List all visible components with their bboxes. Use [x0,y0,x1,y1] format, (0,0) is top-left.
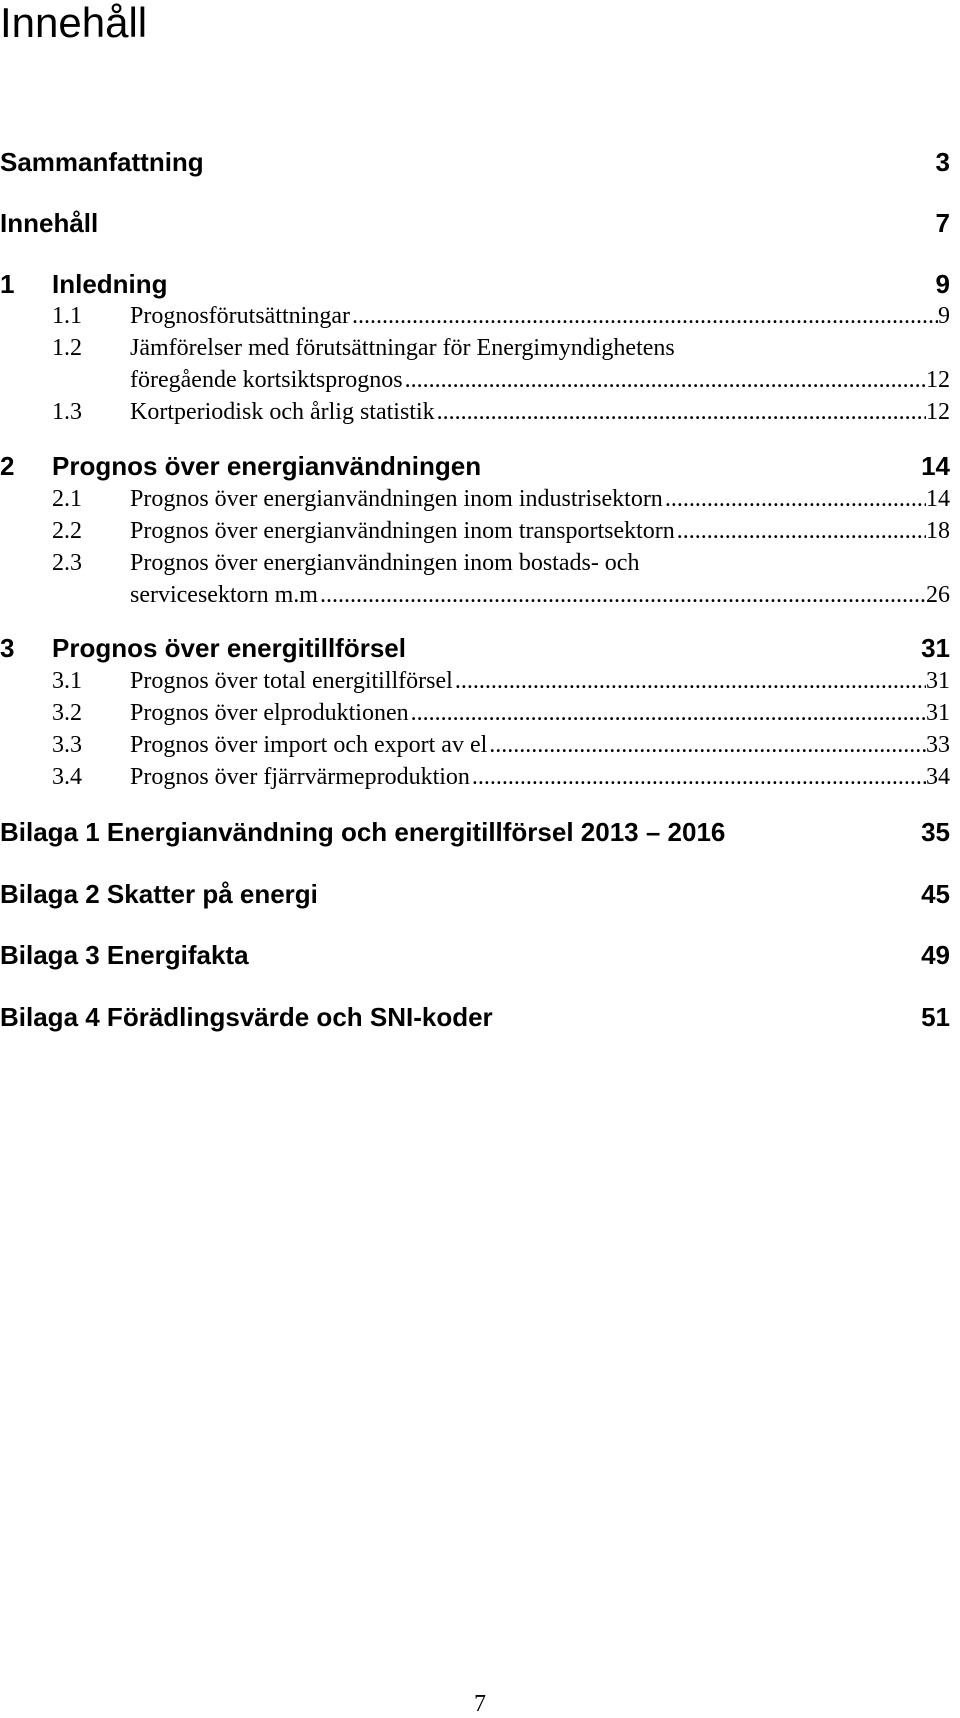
toc-section-title: Prognos över total energitillförsel [130,668,453,694]
toc-section-2-3-line1[interactable] [0,545,950,581]
toc-section-page: 26 [926,582,950,608]
toc-appendix-page: 45 [921,879,950,909]
dot-leader [677,513,926,549]
toc-section-1-2-line1[interactable] [0,330,950,366]
toc-chapter-number: 3 [0,633,15,663]
toc-appendix-title: Bilaga 3 Energifakta [0,940,249,970]
toc-section-number: 2.3 [52,550,82,576]
toc-section-title: Prognos över fjärrvärmeproduktion [130,764,470,790]
toc-appendix-title: Bilaga 2 Skatter på energi [0,879,318,909]
toc-section-3-4[interactable] [0,759,950,795]
toc-appendix-title: Bilaga 1 Energianvändning och energitillförsel 2013 – 2016 [0,817,726,847]
toc-section-title: Kortperiodisk och årlig statistik [130,399,435,425]
toc-chapter-number: 2 [0,451,15,481]
dot-leader [455,663,926,699]
toc-appendix-3[interactable] [0,937,950,973]
dot-leader [411,695,926,731]
toc-section-title: Jämförelser med förutsättningar för Energimyndighetens [130,335,675,361]
toc-entry-title: Innehåll [0,208,99,238]
dot-leader [352,298,938,334]
toc-section-title: Prognos över energianvändningen inom transportsektorn [130,518,675,544]
toc-section-3-2[interactable] [0,695,950,731]
toc-section-page: 31 [926,700,950,726]
toc-chapter-2[interactable] [0,448,950,484]
toc-section-page: 18 [926,518,950,544]
toc-section-number: 2.2 [52,518,82,544]
toc-entry-page: 3 [935,147,950,177]
toc-section-3-3[interactable] [0,727,950,763]
toc-section-3-1[interactable] [0,663,950,699]
toc-appendix-page: 35 [921,817,950,847]
toc-chapter-page: 9 [935,269,950,299]
toc-section-title: Prognosförutsättningar [130,303,350,329]
toc-section-2-1[interactable] [0,481,950,517]
toc-chapter-title: Prognos över energitillförsel [52,633,406,663]
page-number: 7 [474,1691,486,1717]
toc-entry-title: Sammanfattning [0,147,204,177]
toc-section-page: 33 [926,732,950,758]
toc-appendix-page: 49 [921,940,950,970]
toc-appendix-2[interactable] [0,876,950,912]
dot-leader [665,481,926,517]
toc-section-title-continued: föregående kortsiktsprognos [130,367,403,393]
toc-chapter-title: Prognos över energianvändningen [52,451,482,481]
toc-section-1-3[interactable] [0,394,950,430]
toc-section-number: 3.2 [52,700,82,726]
dot-leader [405,362,926,398]
toc-section-number: 3.4 [52,764,82,790]
toc-section-2-2[interactable] [0,513,950,549]
toc-section-page: 34 [926,764,950,790]
toc-section-2-3-line2[interactable] [0,577,950,613]
toc-section-title: Prognos över elproduktionen [130,700,409,726]
toc-chapter-1[interactable] [0,266,950,302]
toc-appendix-page: 51 [921,1002,950,1032]
toc-appendix-title: Bilaga 4 Förädlingsvärde och SNI-koder [0,1002,493,1032]
toc-section-title: Prognos över import och export av el [130,732,488,758]
toc-section-number: 1.3 [52,399,82,425]
toc-chapter-3[interactable] [0,630,950,666]
toc-section-number: 1.2 [52,335,82,361]
toc-chapter-page: 31 [921,633,950,663]
toc-section-1-1[interactable] [0,298,950,334]
toc-section-title: Prognos över energianvändningen inom bostads- och [130,550,640,576]
toc-chapter-page: 14 [921,451,950,481]
dot-leader [320,577,926,613]
dot-leader [489,727,926,763]
toc-entry-page: 7 [935,208,950,238]
toc-section-title-continued: servicesektorn m.m [130,582,318,608]
toc-section-page: 14 [926,486,950,512]
toc-section-number: 1.1 [52,303,82,329]
dot-leader [472,759,926,795]
toc-section-page: 9 [938,303,950,329]
dot-leader [437,394,926,430]
toc-section-page: 12 [926,399,950,425]
page-title: Innehåll [0,0,148,46]
toc-section-number: 3.1 [52,668,82,694]
toc-section-number: 2.1 [52,486,82,512]
toc-section-page: 31 [926,668,950,694]
toc-section-number: 3.3 [52,732,82,758]
toc-appendix-1[interactable] [0,814,950,850]
toc-section-1-2-line2[interactable] [0,362,950,398]
toc-entry-innehall[interactable] [0,205,950,241]
toc-chapter-title: Inledning [52,269,168,299]
toc-section-page: 12 [926,367,950,393]
toc-entry-sammanfattning[interactable] [0,144,950,180]
toc-appendix-4[interactable] [0,999,950,1035]
toc-section-title: Prognos över energianvändningen inom industrisektorn [130,486,663,512]
toc-chapter-number: 1 [0,269,15,299]
